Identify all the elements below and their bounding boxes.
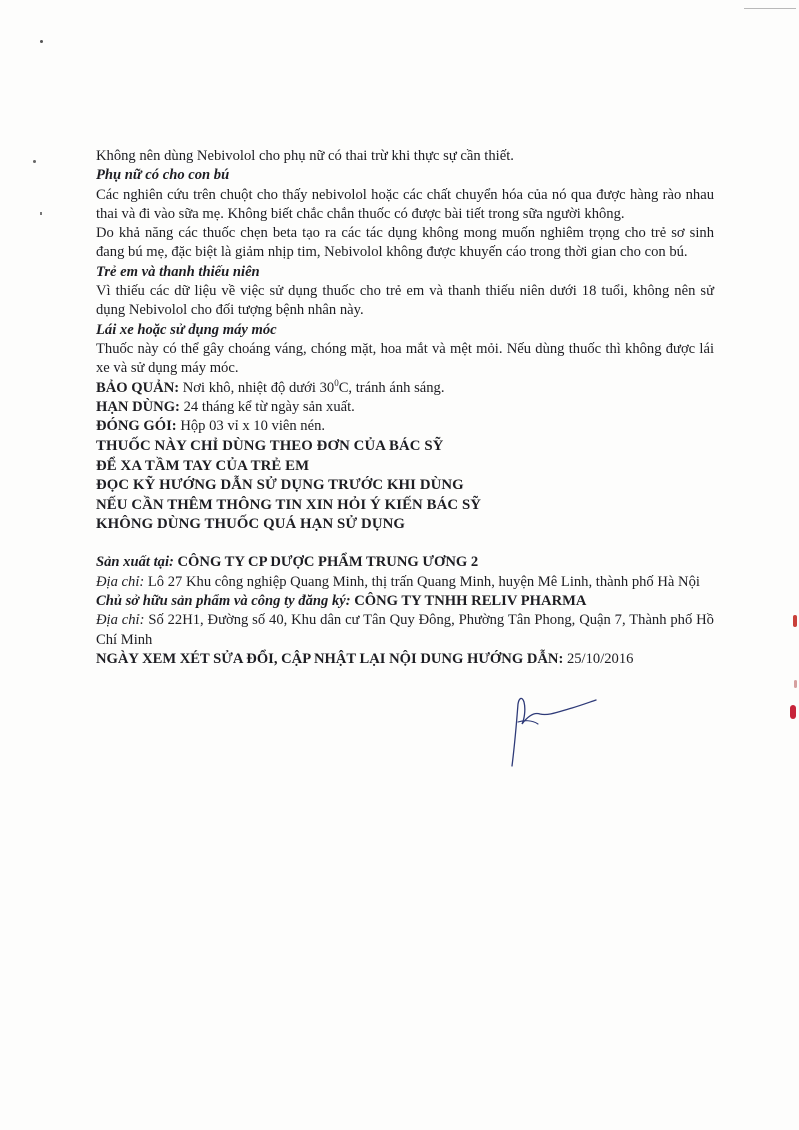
- warning-line: ĐỂ XA TẦM TAY CỦA TRẺ EM: [96, 457, 310, 474]
- storage-line: [96, 379, 714, 398]
- storage-text-end: C, tránh ánh sáng.: [338, 379, 445, 396]
- packaging-line: [96, 417, 714, 436]
- revision-line: [96, 650, 714, 669]
- pregnancy-note: Không nên dùng Nebivolol cho phụ nữ có thai trừ khi thực sự cần thiết.: [96, 148, 514, 164]
- scan-mark: [744, 8, 796, 9]
- children-heading: Trẻ em và thanh thiếu niên: [96, 263, 260, 280]
- packaging-label: ĐÓNG GÓI:: [96, 418, 177, 435]
- manufacturer-label: Sản xuất tại:: [96, 554, 174, 571]
- warning-line: THUỐC NÀY CHỈ DÙNG THEO ĐƠN CỦA BÁC SỸ: [96, 438, 444, 455]
- document-body: [96, 147, 714, 669]
- scan-mark: [33, 160, 36, 163]
- storage-text: Nơi khô, nhiệt độ dưới 30: [179, 379, 335, 396]
- expiry-text: 24 tháng kể từ ngày sản xuất.: [179, 398, 355, 415]
- owner-address: [96, 611, 714, 650]
- expiry-label: HẠN DÙNG:: [96, 398, 180, 415]
- manufacturer-address: [96, 573, 714, 592]
- scan-mark: [793, 615, 797, 627]
- warning-line: NẾU CẦN THÊM THÔNG TIN XIN HỎI Ý KIẾN BÁC SỸ: [96, 496, 482, 513]
- owner-address-text: Số 22H1, Đường số 40, Khu dân cư Tân Quy Đông, Phường Tân Phong, Quận 7, Thành phố Hồ Chí Minh: [96, 612, 714, 648]
- warning-line: KHÔNG DÙNG THUỐC QUÁ HẠN SỬ DỤNG: [96, 516, 406, 533]
- warnings-block: [96, 437, 714, 534]
- manufacturer-address-text: Lô 27 Khu công nghiệp Quang Minh, thị trấn Quang Minh, huyện Mê Linh, thành phố Hà Nội: [144, 573, 700, 590]
- breastfeeding-paragraph-1: Các nghiên cứu trên chuột cho thấy nebivolol hoặc các chất chuyển hóa của nó qua được hàng rào nhau thai và đi vào sữa mẹ. Không biết chắc chắn thuốc có được bài tiết trong sữa người không.: [96, 186, 714, 222]
- storage-label: BẢO QUẢN:: [96, 379, 180, 396]
- children-paragraph: Vì thiếu các dữ liệu về việc sử dụng thuốc cho trẻ em và thanh thiếu niên dưới 18 tuổi, không nên sử dụng Nebivolol cho đối tượng bệnh nhân này.: [96, 283, 714, 319]
- manufacturer-line: [96, 553, 714, 572]
- owner-line: [96, 592, 714, 611]
- expiry-line: [96, 398, 714, 417]
- scan-mark: [40, 40, 43, 43]
- section-gap: [96, 534, 714, 553]
- driving-paragraph: Thuốc này có thể gây choáng váng, chóng mặt, hoa mắt và mệt mỏi. Nếu dùng thuốc thì không được lái xe và sử dụng máy móc.: [96, 340, 714, 377]
- driving-heading: Lái xe hoặc sử dụng máy móc: [96, 321, 277, 338]
- breastfeeding-heading: Phụ nữ có cho con bú: [96, 167, 230, 184]
- warning-line: ĐỌC KỸ HƯỚNG DẪN SỬ DỤNG TRƯỚC KHI DÙNG: [96, 477, 464, 494]
- storage-degree: 0: [334, 377, 339, 388]
- owner-address-label: Địa chỉ:: [96, 612, 145, 629]
- manufacturer-name: CÔNG TY CP DƯỢC PHẨM TRUNG ƯƠNG 2: [173, 554, 479, 571]
- owner-name: CÔNG TY TNHH RELIV PHARMA: [350, 593, 587, 610]
- revision-label: NGÀY XEM XÉT SỬA ĐỔI, CẬP NHẬT LẠI NỘI DUNG HƯỚNG DẪN:: [96, 650, 564, 667]
- revision-date: 25/10/2016: [563, 650, 634, 667]
- packaging-text: Hộp 03 vỉ x 10 viên nén.: [176, 418, 326, 435]
- scan-mark: [794, 680, 797, 688]
- scan-mark: [40, 212, 42, 215]
- scan-mark: [790, 705, 796, 719]
- signature-mark: [488, 690, 598, 770]
- manufacturer-address-label: Địa chỉ:: [96, 573, 145, 590]
- breastfeeding-paragraph-2: Do khả năng các thuốc chẹn beta tạo ra các tác dụng không mong muốn nghiêm trọng cho trẻ sơ sinh đang bú mẹ, đặc biệt là giảm nhịp tim, Nebivolol không được khuyến cáo trong thời gian cho con bú.: [96, 225, 714, 261]
- owner-label: Chủ sở hữu sản phẩm và công ty đăng ký:: [96, 593, 351, 610]
